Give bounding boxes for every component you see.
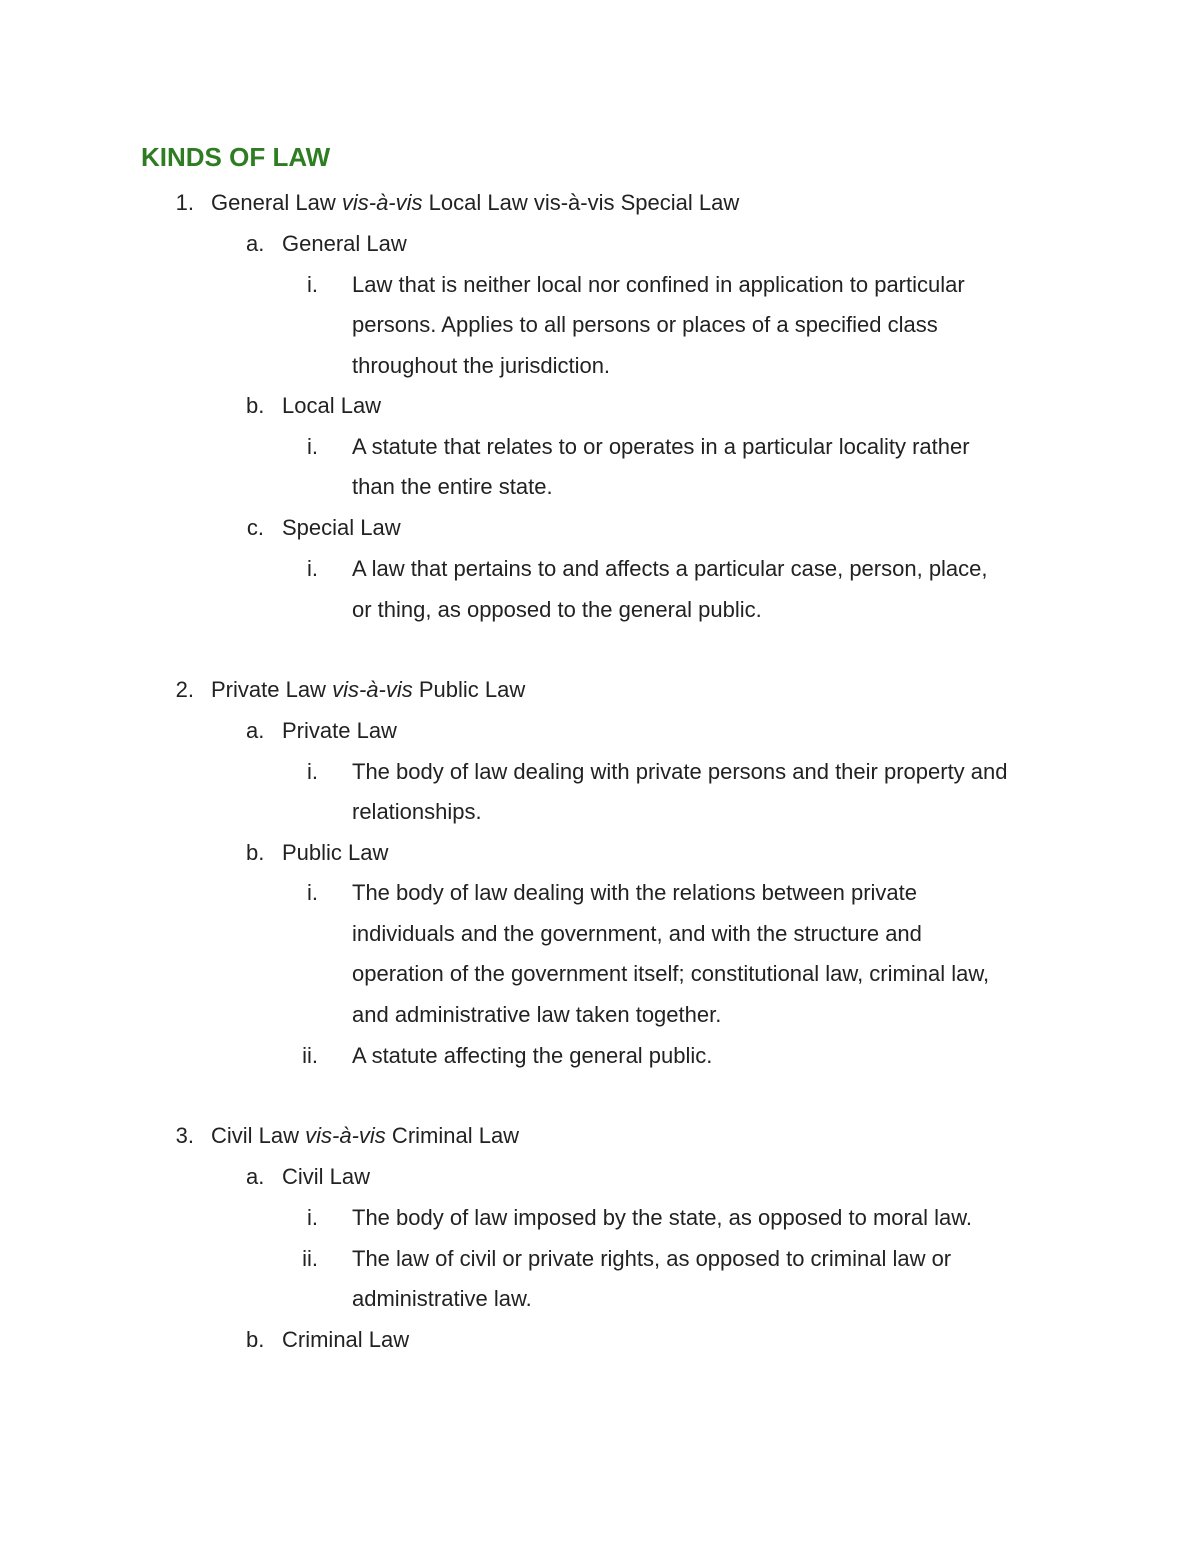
definition-numeral: i.: [307, 759, 318, 784]
section-heading: Civil Law vis-à-vis Criminal Law: [211, 1123, 520, 1148]
section-heading: Private Law vis-à-vis Public Law: [211, 677, 526, 702]
definition-numeral: i.: [307, 1205, 318, 1230]
item-label: Public Law: [282, 840, 389, 865]
item-label: Civil Law: [282, 1164, 371, 1189]
definition-line: The body of law dealing with private persons and their property and: [352, 759, 1008, 784]
document-title: KINDS OF LAW: [141, 142, 331, 172]
item-letter: a.: [246, 718, 265, 743]
definition-line: throughout the jurisdiction.: [352, 353, 611, 378]
definition-numeral: ii.: [302, 1043, 318, 1068]
definition-numeral: i.: [307, 272, 318, 297]
section-number: 1.: [175, 190, 194, 215]
definition-line: The body of law imposed by the state, as opposed to moral law.: [352, 1205, 973, 1230]
item-label: General Law: [282, 231, 407, 256]
item-letter: a.: [246, 231, 265, 256]
definition-line: and administrative law taken together.: [352, 1002, 722, 1027]
definition-line: administrative law.: [352, 1286, 532, 1311]
item-label: Special Law: [282, 515, 401, 540]
definition-line: The body of law dealing with the relations between private: [352, 880, 918, 905]
definition-line: A statute affecting the general public.: [352, 1043, 713, 1068]
section-number: 2.: [175, 677, 194, 702]
item-letter: b.: [246, 840, 265, 865]
definition-line: The law of civil or private rights, as opposed to criminal law or: [352, 1246, 952, 1271]
definition-numeral: i.: [307, 556, 318, 581]
item-letter: c.: [246, 515, 264, 540]
item-letter: b.: [246, 393, 265, 418]
definition-line: than the entire state.: [352, 474, 553, 499]
definition-line: persons. Applies to all persons or places of a specified class: [352, 312, 938, 337]
item-label: Local Law: [282, 393, 382, 418]
item-letter: b.: [246, 1327, 265, 1352]
item-letter: a.: [246, 1164, 265, 1189]
definition-line: individuals and the government, and with the structure and: [352, 921, 922, 946]
section-number: 3.: [175, 1123, 194, 1148]
definition-line: or thing, as opposed to the general public.: [352, 597, 762, 622]
definition-line: operation of the government itself; constitutional law, criminal law,: [352, 961, 990, 986]
definition-numeral: i.: [307, 880, 318, 905]
item-label: Private Law: [282, 718, 397, 743]
item-label: Criminal Law: [282, 1327, 410, 1352]
definition-line: Law that is neither local nor confined in application to particular: [352, 272, 965, 297]
definition-line: A law that pertains to and affects a particular case, person, place,: [352, 556, 988, 581]
definition-line: relationships.: [352, 799, 482, 824]
section-heading: General Law vis-à-vis Local Law vis-à-vis Special Law: [211, 190, 740, 215]
definition-numeral: ii.: [302, 1246, 318, 1271]
definition-line: A statute that relates to or operates in a particular locality rather: [352, 434, 970, 459]
definition-numeral: i.: [307, 434, 318, 459]
